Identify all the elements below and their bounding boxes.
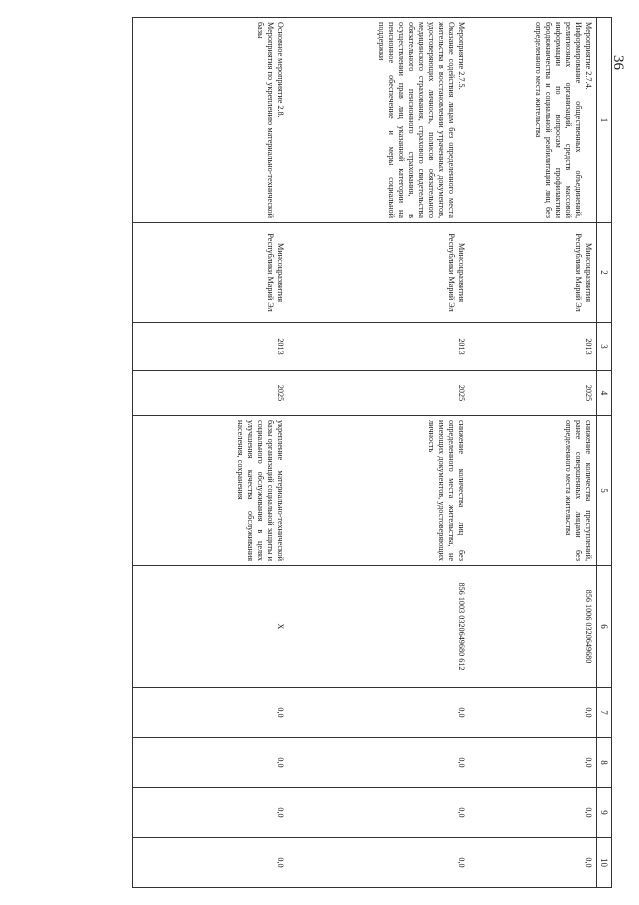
executor: Минсоцразвития Республики Марий Эл	[288, 223, 469, 323]
value-col-10: 0,0	[288, 838, 469, 888]
executor: Минсоцразвития Республики Марий Эл	[133, 223, 289, 323]
activity-name: Мероприятие 2.7.5. Оказание содействия лицам без определенного места жительства в восстановлении утраченных документов, удостоверяющих личность, полисов обязательного медицинского страхования, страхового свидетельства обязательного пенсионного страхования, в осуществлении прав лиц указанной категории на пенсионное обеспечение и меры социальной поддержки	[288, 18, 469, 223]
expected-result: укрепление материально-технической базы организаций социальной защиты и социального обслуживания в целях улучшения качества обслуживания населения, сохранения	[133, 416, 289, 566]
header-cell-10: 10	[597, 838, 612, 888]
header-cell-4: 4	[597, 371, 612, 416]
end-year: 2025	[288, 371, 469, 416]
value-col-7: 0,0	[469, 688, 597, 738]
page-number: 36	[610, 55, 626, 70]
header-cell-3: 3	[597, 323, 612, 371]
header-cell-7: 7	[597, 688, 612, 738]
value-col-7: 0,0	[288, 688, 469, 738]
value-col-7: 0,0	[133, 688, 289, 738]
start-year: 2013	[288, 323, 469, 371]
header-cell-8: 8	[597, 738, 612, 788]
value-col-9: 0,0	[469, 788, 597, 838]
table-row	[133, 18, 289, 888]
rotated-table-wrapper	[18, 17, 612, 887]
header-cell-2: 2	[597, 223, 612, 323]
value-col-8: 0,0	[288, 738, 469, 788]
budget-code: 856 1003 0320649680 612	[288, 566, 469, 688]
value-col-10: 0,0	[469, 838, 597, 888]
end-year: 2025	[469, 371, 597, 416]
expected-result: снижение количества преступлений, ранее совершенных лицами без определенного места жительства	[469, 416, 597, 566]
header-row	[597, 18, 612, 888]
header-cell-5: 5	[597, 416, 612, 566]
start-year: 2013	[469, 323, 597, 371]
activities-table	[132, 17, 612, 888]
executor: Минсоцразвития Республики Марий Эл	[469, 223, 597, 323]
value-col-8: 0,0	[133, 738, 289, 788]
budget-code: X	[133, 566, 289, 688]
header-cell-9: 9	[597, 788, 612, 838]
table-row	[288, 18, 469, 888]
value-col-10: 0,0	[133, 838, 289, 888]
start-year: 2013	[133, 323, 289, 371]
header-cell-1: 1	[597, 18, 612, 223]
table-row	[469, 18, 597, 888]
expected-result: снижение количества лиц без определенного места жительства, не имеющих документов, удостоверяющих личность	[288, 416, 469, 566]
value-col-9: 0,0	[288, 788, 469, 838]
header-cell-6: 6	[597, 566, 612, 688]
value-col-8: 0,0	[469, 738, 597, 788]
end-year: 2025	[133, 371, 289, 416]
activity-name: Мероприятие 2.7.4. Информирование общественных объединений, религиозных организаций, средств массовой информации по вопросам профилактики бродяжничества и социальной реабилитации лиц без определенного места жительства	[469, 18, 597, 223]
activity-name: Основное мероприятие 2.8. Мероприятия по укреплению материально-технической базы	[133, 18, 289, 223]
value-col-9: 0,0	[133, 788, 289, 838]
budget-code: 856 1006 0320649680	[469, 566, 597, 688]
